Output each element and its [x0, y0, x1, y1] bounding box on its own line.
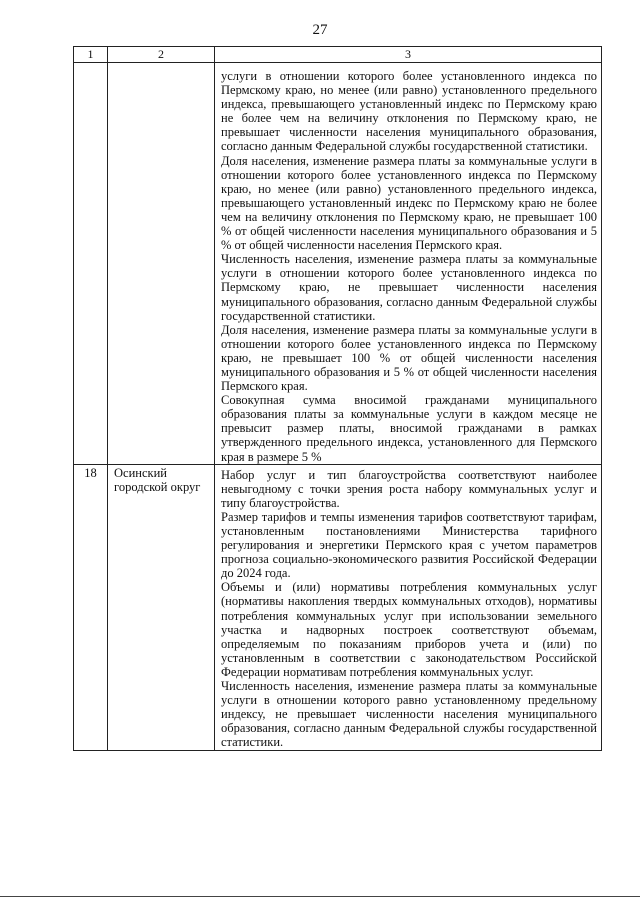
criteria-paragraph: Численность населения, изменение размера платы за коммунальные услуги в отношении которого равно установленному предельному индексу, не превышает численности населения муниципального образования, согласно данным Федеральной службы государственной статистики. — [221, 679, 597, 750]
municipality-name: Осинский городской округ — [108, 464, 215, 750]
criteria-paragraph: Доля населения, изменение размера платы за коммунальные услуги в отношении которого более установленного индекса по Пермскому краю, но менее (или равно) установленного предельного индекса, превышающего установленный индекс по Пермскому краю не более чем на величину отклонения по Пермскому краю, не превышает 100 % от общей численности населения муниципального образования и 5 % от общей численности населения Пермского края. — [221, 153, 597, 253]
criteria-paragraph: Объемы и (или) нормативы потребления коммунальных услуг (нормативы накопления твердых коммунальных отходов), нормативы потребления коммунальных услуг при использовании земельного участка и надворных построек соответствуют объемам, определяемым по показаниям приборов учета и (или) по установленным в соответствии с законодательством Российской Федерации нормативам потребления коммунальных услуг. — [221, 580, 597, 679]
criteria-cell — [215, 464, 602, 750]
criteria-paragraph: Численность населения, изменение размера платы за коммунальные услуги в отношении которого более установленного индекса по Пермскому краю, не превышает численности населения муниципального образования, согласно данным Федеральной службы государственной статистики. — [221, 252, 597, 323]
page-number: 27 — [312, 22, 328, 38]
table-header-row — [74, 47, 602, 63]
table-row — [74, 63, 602, 465]
header-col-2: 2 — [108, 47, 215, 63]
table-row — [74, 464, 602, 750]
row-number: 18 — [74, 464, 108, 750]
criteria-paragraph: Доля населения, изменение размера платы за коммунальные услуги в отношении которого более установленного индекса по Пермскому краю, не превышает 100 % от общей численности населения муниципального образования и 5 % от общей численности населения Пермского края. — [221, 322, 597, 394]
header-col-3: 3 — [215, 47, 602, 63]
criteria-paragraph: услуги в отношении которого более установленного индекса по Пермскому краю, но менее (или равно) установленного предельного индекса, превышающего установленный индекс по Пермскому краю не более чем на величину отклонения по Пермскому краю, не превышает численности населения муниципального образования, согласно данным Федеральной службы государственной статистики. — [221, 69, 597, 154]
page-bottom-rule — [0, 896, 640, 897]
municipality-name — [108, 63, 215, 465]
criteria-paragraph: Совокупная сумма вносимой гражданами муниципального образования платы за коммунальные услуги в каждом месяце не превысит размер платы, вносимой гражданами в рамках утвержденного предельного индекса, установленного для Пермского края в размере 5 % — [221, 393, 597, 464]
data-table — [73, 46, 602, 751]
criteria-paragraph: Размер тарифов и темпы изменения тарифов соответствуют тарифам, установленным постановлениями Министерства тарифного регулирования и энергетики Пермского края с учетом параметров прогноза социально-экономического развития Российской Федерации до 2024 года. — [221, 509, 597, 581]
criteria-paragraph: Набор услуг и тип благоустройства соответствуют наиболее невыгодному с точки зрения роста набору коммунальных услуг и типу благоустройства. — [221, 467, 597, 510]
criteria-cell — [215, 63, 602, 465]
header-col-1: 1 — [74, 47, 108, 63]
row-number — [74, 63, 108, 465]
